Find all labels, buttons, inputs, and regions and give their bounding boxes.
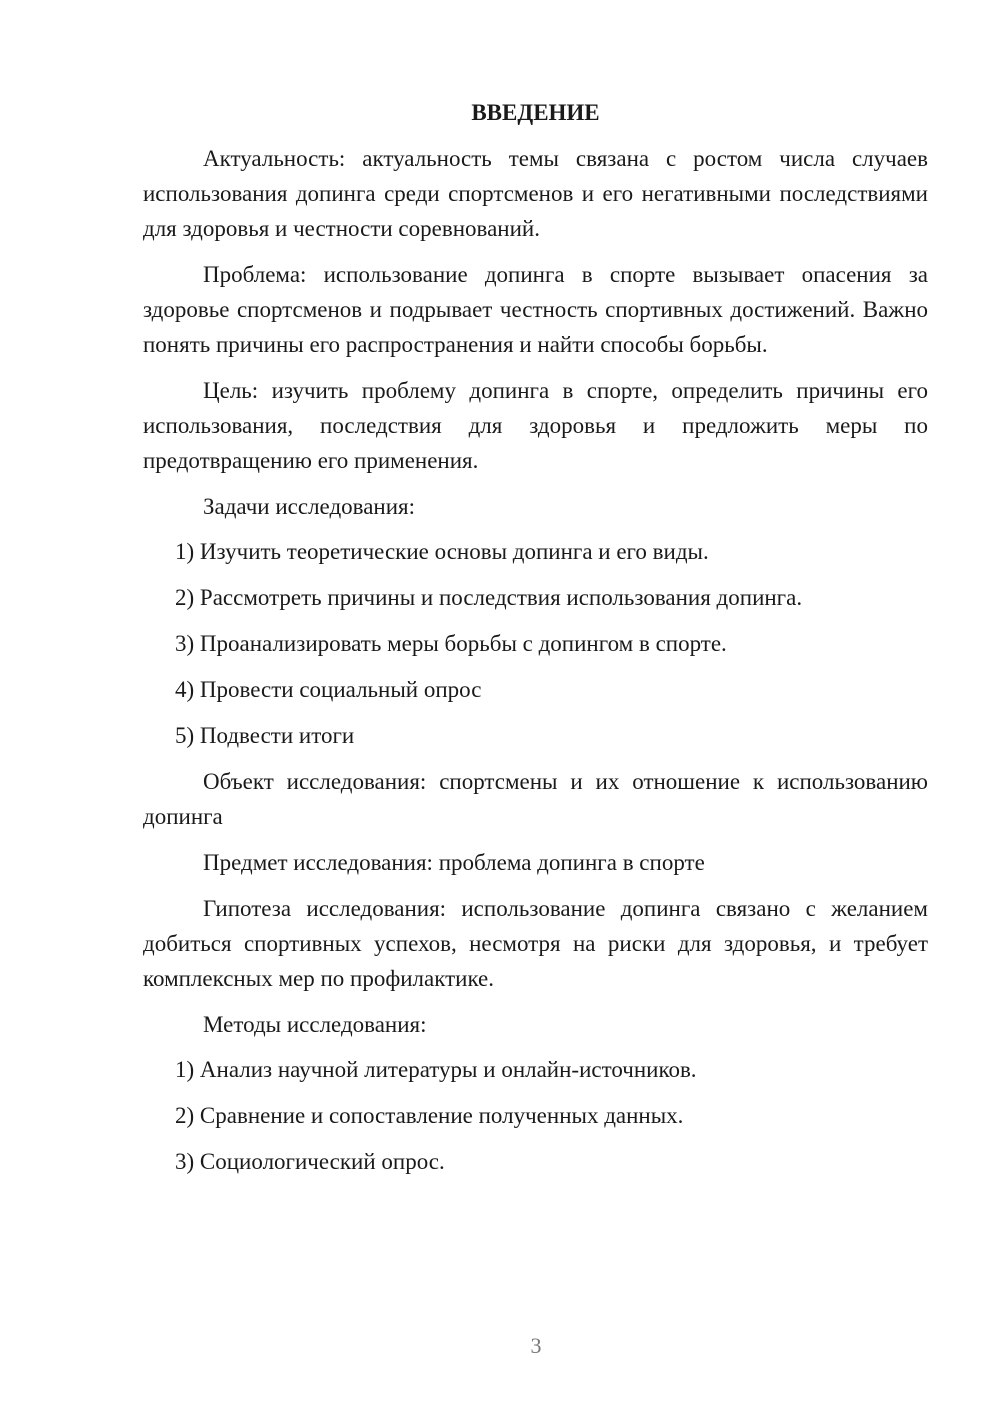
section-title: ВВЕДЕНИЕ xyxy=(471,100,600,125)
list-item: 3) Проанализировать меры борьбы с допингом в спорте. xyxy=(175,631,727,656)
page-content xyxy=(143,95,928,1190)
hypothesis-paragraph: Гипотеза исследования: использование допинга связано с желанием добиться спортивных успехов, несмотря на риски для здоровья, и требует комплексных мер по профилактике. xyxy=(143,896,928,991)
problem-paragraph: Проблема: использование допинга в спорте вызывает опасения за здоровье спортсменов и подрывает честность спортивных достижений. Важно понять причины его распространения и найти способы борьбы. xyxy=(143,262,928,357)
object-paragraph: Объект исследования: спортсмены и их отношение к использованию допинга xyxy=(143,769,928,829)
subject-paragraph: Предмет исследования: проблема допинга в спорте xyxy=(203,850,705,875)
methods-heading: Методы исследования: xyxy=(203,1012,427,1037)
list-item: 1) Изучить теоретические основы допинга и его виды. xyxy=(175,539,709,564)
methods-list xyxy=(143,1052,928,1179)
list-item: 2) Сравнение и сопоставление полученных данных. xyxy=(175,1103,684,1128)
list-item: 1) Анализ научной литературы и онлайн-источников. xyxy=(175,1057,697,1082)
tasks-list xyxy=(143,534,928,753)
page-number: 3 xyxy=(530,1333,542,1358)
tasks-heading: Задачи исследования: xyxy=(203,494,416,519)
list-item: 4) Провести социальный опрос xyxy=(175,677,482,702)
goal-paragraph: Цель: изучить проблему допинга в спорте, определить причины его использования, последствия для здоровья и предложить меры по предотвращению его применения. xyxy=(143,378,928,473)
list-item: 5) Подвести итоги xyxy=(175,723,355,748)
list-item: 2) Рассмотреть причины и последствия использования допинга. xyxy=(175,585,803,610)
relevance-paragraph: Актуальность: актуальность темы связана с ростом числа случаев использования допинга среди спортсменов и его негативными последствиями для здоровья и честности соревнований. xyxy=(143,146,928,241)
list-item: 3) Социологический опрос. xyxy=(175,1149,445,1174)
